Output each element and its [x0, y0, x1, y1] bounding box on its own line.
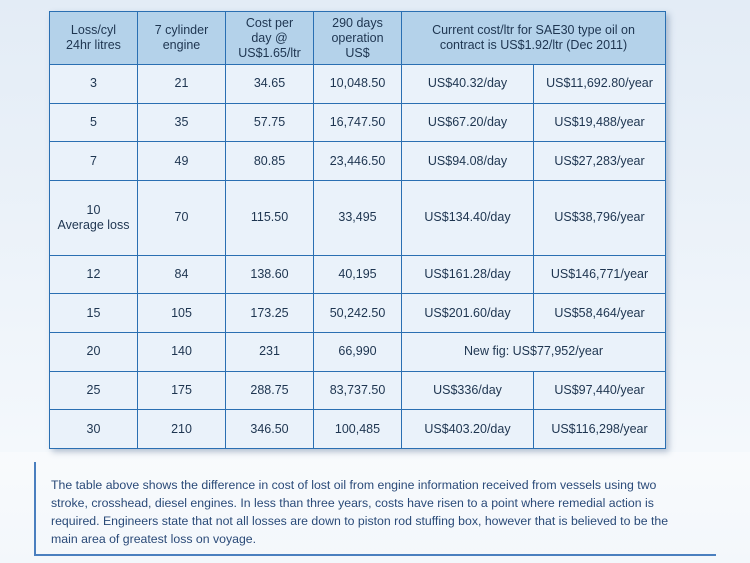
cell-engine-text: 70	[174, 210, 189, 225]
cell-cost-per-day	[226, 103, 314, 142]
table-row	[50, 180, 666, 255]
table-row	[50, 371, 666, 410]
cell-290-days-text: 50,242.50	[329, 305, 386, 320]
cell-290-days-text: 66,990	[338, 344, 377, 359]
cell-loss	[50, 371, 138, 410]
cell-engine-text: 21	[174, 76, 189, 91]
cell-engine	[138, 333, 226, 372]
cell-new-figure	[402, 333, 666, 372]
cell-loss-text: 20	[86, 344, 101, 359]
cell-current-day	[402, 255, 534, 294]
cell-engine	[138, 65, 226, 104]
table-row	[50, 333, 666, 372]
cell-current-year-text: US$38,796/year	[554, 210, 645, 225]
cell-current-day-text: US$40.32/day	[427, 76, 508, 91]
cell-cost-per-day-text: 173.25	[250, 305, 289, 320]
cell-loss-text: 25	[86, 383, 101, 398]
cell-cost-per-day	[226, 65, 314, 104]
cell-loss	[50, 294, 138, 333]
cell-cost-per-day-text: 115.50	[250, 210, 289, 225]
cell-cost-per-day-text: 34.65	[253, 76, 286, 91]
cell-loss	[50, 410, 138, 449]
cell-current-year	[534, 410, 666, 449]
table-row	[50, 255, 666, 294]
cell-loss-text: 5	[90, 114, 97, 129]
cell-290-days	[314, 142, 402, 181]
cell-290-days	[314, 333, 402, 372]
cell-current-day-text: US$67.20/day	[427, 114, 508, 129]
cell-loss-text: 10	[86, 202, 101, 217]
oil-cost-table	[49, 11, 666, 449]
cell-current-year-text: US$116,298/year	[551, 421, 648, 436]
caption-box	[34, 462, 716, 556]
cell-current-day	[402, 142, 534, 181]
header-cost-per-day: Cost per day @ US$1.65/ltr	[226, 12, 314, 65]
cell-cost-per-day-text: 288.75	[250, 383, 289, 398]
caption-text: The table above shows the difference in cost of lost oil from engine information received from vessels using two stroke, crosshead, diesel engines. In less than three years, costs have risen to a point where remedial action is required. Engineers state that not all losses are down to piston rod stuffing box, however that is believed to be the main area of greatest loss on voyage.	[51, 478, 669, 546]
cell-current-day-text: US$201.60/day	[424, 305, 511, 320]
cell-current-day	[402, 65, 534, 104]
cell-290-days	[314, 294, 402, 333]
cell-current-year	[534, 180, 666, 255]
cell-cost-per-day-text: 231	[259, 344, 280, 359]
cell-loss-text: 7	[90, 153, 97, 168]
cell-engine-text: 49	[174, 153, 189, 168]
cell-290-days-text: 40,195	[338, 267, 377, 282]
cell-loss	[50, 103, 138, 142]
cell-loss-text: 12	[86, 267, 101, 282]
cell-loss	[50, 333, 138, 372]
cell-engine	[138, 410, 226, 449]
cell-290-days	[314, 65, 402, 104]
cell-290-days-text: 23,446.50	[329, 153, 386, 168]
cell-current-day	[402, 294, 534, 333]
cell-engine-text: 210	[171, 421, 192, 436]
cell-290-days-text: 16,747.50	[329, 114, 386, 129]
cell-engine	[138, 180, 226, 255]
cell-cost-per-day	[226, 255, 314, 294]
table-row	[50, 142, 666, 181]
cell-290-days	[314, 255, 402, 294]
cell-loss	[50, 65, 138, 104]
cell-current-year-text: US$27,283/year	[554, 153, 645, 168]
table-row	[50, 103, 666, 142]
cell-engine-text: 84	[174, 267, 189, 282]
table-row	[50, 65, 666, 104]
cell-290-days-text: 100,485	[334, 421, 381, 436]
table-row	[50, 410, 666, 449]
table-row	[50, 294, 666, 333]
cell-current-day-text: US$134.40/day	[424, 210, 511, 225]
cell-loss	[50, 255, 138, 294]
cell-engine	[138, 255, 226, 294]
cell-current-day-text: US$94.08/day	[427, 153, 508, 168]
cell-loss-text: 30	[86, 421, 101, 436]
header-loss: Loss/cyl 24hr litres	[50, 12, 138, 65]
cell-loss-text: 3	[90, 76, 97, 91]
cell-new-figure-text: New fig: US$77,952/year	[464, 344, 603, 359]
cell-loss-note: Average loss	[57, 217, 130, 232]
cell-engine-text: 140	[171, 344, 192, 359]
cell-current-year-text: US$146,771/year	[550, 267, 649, 282]
cell-current-year	[534, 103, 666, 142]
cell-engine	[138, 294, 226, 333]
cell-cost-per-day-text: 80.85	[253, 153, 286, 168]
cell-cost-per-day	[226, 180, 314, 255]
cell-290-days	[314, 410, 402, 449]
cell-current-day-text: US$403.20/day	[424, 421, 511, 436]
cell-engine-text: 175	[171, 383, 192, 398]
cell-current-day	[402, 103, 534, 142]
cell-engine-text: 35	[174, 114, 189, 129]
cell-current-day	[402, 410, 534, 449]
cell-current-year	[534, 142, 666, 181]
cell-engine	[138, 371, 226, 410]
cell-290-days	[314, 371, 402, 410]
header-current-cost: Current cost/ltr for SAE30 type oil on contract is US$1.92/ltr (Dec 2011)	[402, 12, 666, 65]
cell-290-days	[314, 180, 402, 255]
cell-cost-per-day-text: 138.60	[250, 267, 289, 282]
cell-loss-text: 15	[86, 305, 101, 320]
cell-cost-per-day	[226, 294, 314, 333]
cell-290-days-text: 83,737.50	[329, 383, 386, 398]
cell-290-days-text: 10,048.50	[329, 76, 386, 91]
cell-current-year-text: US$11,692.80/year	[546, 76, 653, 91]
cell-290-days-text: 33,495	[338, 210, 377, 225]
cell-cost-per-day-text: 346.50	[250, 421, 289, 436]
cell-cost-per-day-text: 57.75	[253, 114, 286, 129]
header-engine: 7 cylinder engine	[138, 12, 226, 65]
cell-current-year	[534, 65, 666, 104]
header-290-days: 290 days operation US$	[314, 12, 402, 65]
cell-cost-per-day	[226, 333, 314, 372]
cell-current-year-text: US$58,464/year	[554, 305, 645, 320]
cell-current-year-text: US$97,440/year	[554, 383, 645, 398]
cell-current-day	[402, 180, 534, 255]
cell-engine-text: 105	[171, 305, 192, 320]
cell-current-year	[534, 255, 666, 294]
cell-engine	[138, 103, 226, 142]
cell-current-day	[402, 371, 534, 410]
cell-loss	[50, 180, 138, 255]
cell-290-days	[314, 103, 402, 142]
cell-cost-per-day	[226, 371, 314, 410]
header-row	[50, 12, 666, 65]
cell-loss	[50, 142, 138, 181]
cell-cost-per-day	[226, 142, 314, 181]
cell-cost-per-day	[226, 410, 314, 449]
cell-current-year	[534, 294, 666, 333]
cell-current-day-text: US$336/day	[433, 383, 502, 398]
cell-engine	[138, 142, 226, 181]
cell-current-day-text: US$161.28/day	[424, 267, 511, 282]
cell-current-year-text: US$19,488/year	[554, 114, 645, 129]
cell-current-year	[534, 371, 666, 410]
